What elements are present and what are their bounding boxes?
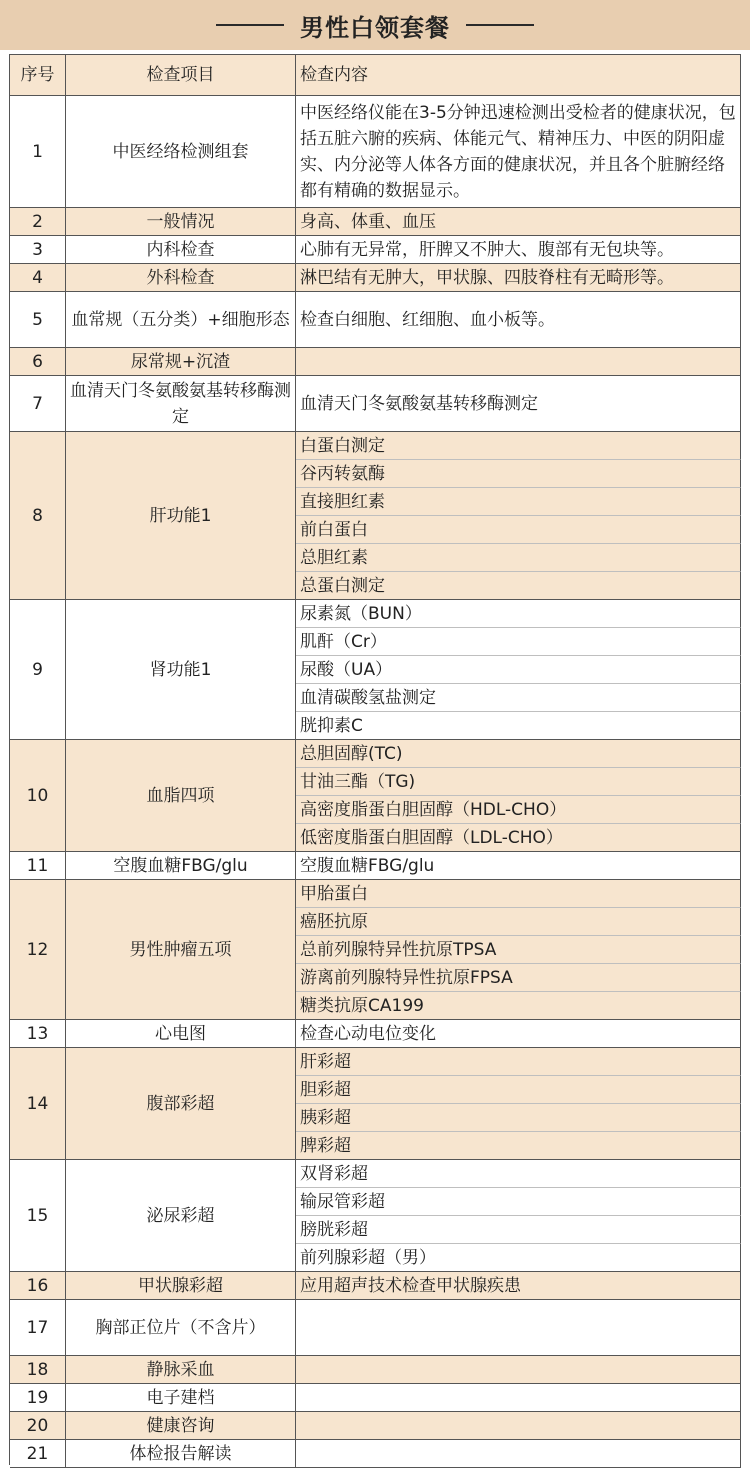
row-number: 16 <box>10 1272 66 1300</box>
row-detail <box>296 348 741 376</box>
row-number: 1 <box>10 96 66 208</box>
row-detail <box>296 1384 741 1412</box>
row-number: 11 <box>10 852 66 880</box>
title-left-rule <box>216 24 284 26</box>
row-item-name: 尿常规+沉渣 <box>66 348 296 376</box>
row-detail-line: 总前列腺特异性抗原TPSA <box>296 936 741 964</box>
row-number: 2 <box>10 208 66 236</box>
row-item-name: 体检报告解读 <box>66 1440 296 1468</box>
row-detail-line: 总胆固醇(TC) <box>296 740 741 768</box>
row-detail-line: 双肾彩超 <box>296 1160 741 1188</box>
row-detail-line: 尿酸（UA） <box>296 656 741 684</box>
row-detail: 检查心动电位变化 <box>296 1020 741 1048</box>
row-detail-line: 胱抑素C <box>296 712 741 740</box>
row-number: 21 <box>10 1440 66 1468</box>
row-detail-line: 膀胱彩超 <box>296 1216 741 1244</box>
row-detail-line: 前白蛋白 <box>296 516 741 544</box>
header-item: 检查项目 <box>66 55 296 96</box>
row-detail-line: 高密度脂蛋白胆固醇（HDL-CHO） <box>296 796 741 824</box>
row-detail-line: 胰彩超 <box>296 1104 741 1132</box>
row-number: 3 <box>10 236 66 264</box>
row-detail <box>296 1300 741 1356</box>
row-item-name: 心电图 <box>66 1020 296 1048</box>
row-detail-line: 血清碳酸氢盐测定 <box>296 684 741 712</box>
row-item-name: 健康咨询 <box>66 1412 296 1440</box>
row-detail-line: 白蛋白测定 <box>296 432 741 460</box>
row-detail-line: 肌酐（Cr） <box>296 628 741 656</box>
row-detail: 淋巴结有无肿大，甲状腺、四肢脊柱有无畸形等。 <box>296 264 741 292</box>
row-detail-line: 直接胆红素 <box>296 488 741 516</box>
row-number: 9 <box>10 600 66 740</box>
row-item-name: 肝功能1 <box>66 432 296 600</box>
row-detail: 应用超声技术检查甲状腺疾患 <box>296 1272 741 1300</box>
row-number: 20 <box>10 1412 66 1440</box>
row-detail <box>296 1440 741 1468</box>
row-detail-line: 肝彩超 <box>296 1048 741 1076</box>
row-item-name: 甲状腺彩超 <box>66 1272 296 1300</box>
row-number: 8 <box>10 432 66 600</box>
row-detail-line: 低密度脂蛋白胆固醇（LDL-CHO） <box>296 824 741 852</box>
row-detail-line: 游离前列腺特异性抗原FPSA <box>296 964 741 992</box>
row-number: 10 <box>10 740 66 852</box>
row-item-name: 腹部彩超 <box>66 1048 296 1160</box>
row-detail-line: 前列腺彩超（男） <box>296 1244 741 1272</box>
row-number: 4 <box>10 264 66 292</box>
row-detail: 心肺有无异常，肝脾又不肿大、腹部有无包块等。 <box>296 236 741 264</box>
row-number: 12 <box>10 880 66 1020</box>
row-item-name: 泌尿彩超 <box>66 1160 296 1272</box>
row-detail-line: 输尿管彩超 <box>296 1188 741 1216</box>
row-number: 7 <box>10 376 66 432</box>
row-detail: 空腹血糖FBG/glu <box>296 852 741 880</box>
row-item-name: 男性肿瘤五项 <box>66 880 296 1020</box>
row-number: 13 <box>10 1020 66 1048</box>
row-detail-line: 谷丙转氨酶 <box>296 460 741 488</box>
row-number: 6 <box>10 348 66 376</box>
row-item-name: 外科检查 <box>66 264 296 292</box>
row-detail-line: 胆彩超 <box>296 1076 741 1104</box>
row-number: 19 <box>10 1384 66 1412</box>
row-item-name: 内科检查 <box>66 236 296 264</box>
row-detail <box>296 1356 741 1384</box>
row-detail: 中医经络仪能在3-5分钟迅速检测出受检者的健康状况，包括五脏六腑的疾病、体能元气、精神压力、中医的阴阳虚实、内分泌等人体各方面的健康状况，并且各个脏腑经络都有精确的数据显示。 <box>296 96 741 208</box>
header-num: 序号 <box>10 55 66 96</box>
row-detail: 检查白细胞、红细胞、血小板等。 <box>296 292 741 348</box>
row-item-name: 血清天门冬氨酸氨基转移酶测定 <box>66 376 296 432</box>
row-item-name: 电子建档 <box>66 1384 296 1412</box>
row-detail-line: 甲胎蛋白 <box>296 880 741 908</box>
row-number: 17 <box>10 1300 66 1356</box>
header-content: 检查内容 <box>296 55 741 96</box>
row-detail: 身高、体重、血压 <box>296 208 741 236</box>
row-detail-line: 脾彩超 <box>296 1132 741 1160</box>
row-detail-line: 糖类抗原CA199 <box>296 992 741 1020</box>
row-item-name: 中医经络检测组套 <box>66 96 296 208</box>
row-item-name: 血脂四项 <box>66 740 296 852</box>
row-item-name: 血常规（五分类）+细胞形态 <box>66 292 296 348</box>
row-item-name: 肾功能1 <box>66 600 296 740</box>
title-right-rule <box>466 24 534 26</box>
row-number: 18 <box>10 1356 66 1384</box>
row-item-name: 胸部正位片（不含片） <box>66 1300 296 1356</box>
title-banner <box>0 0 750 50</box>
row-item-name: 一般情况 <box>66 208 296 236</box>
row-number: 15 <box>10 1160 66 1272</box>
row-item-name: 静脉采血 <box>66 1356 296 1384</box>
row-number: 14 <box>10 1048 66 1160</box>
row-detail <box>296 1412 741 1440</box>
row-item-name: 空腹血糖FBG/glu <box>66 852 296 880</box>
row-detail-line: 甘油三酯（TG) <box>296 768 741 796</box>
page-title: 男性白领套餐 <box>300 13 450 42</box>
exam-package-table <box>9 54 741 1465</box>
row-detail-line: 总胆红素 <box>296 544 741 572</box>
row-number: 5 <box>10 292 66 348</box>
row-detail: 血清天门冬氨酸氨基转移酶测定 <box>296 376 741 432</box>
row-detail-line: 尿素氮（BUN） <box>296 600 741 628</box>
row-detail-line: 癌胚抗原 <box>296 908 741 936</box>
row-detail-line: 总蛋白测定 <box>296 572 741 600</box>
